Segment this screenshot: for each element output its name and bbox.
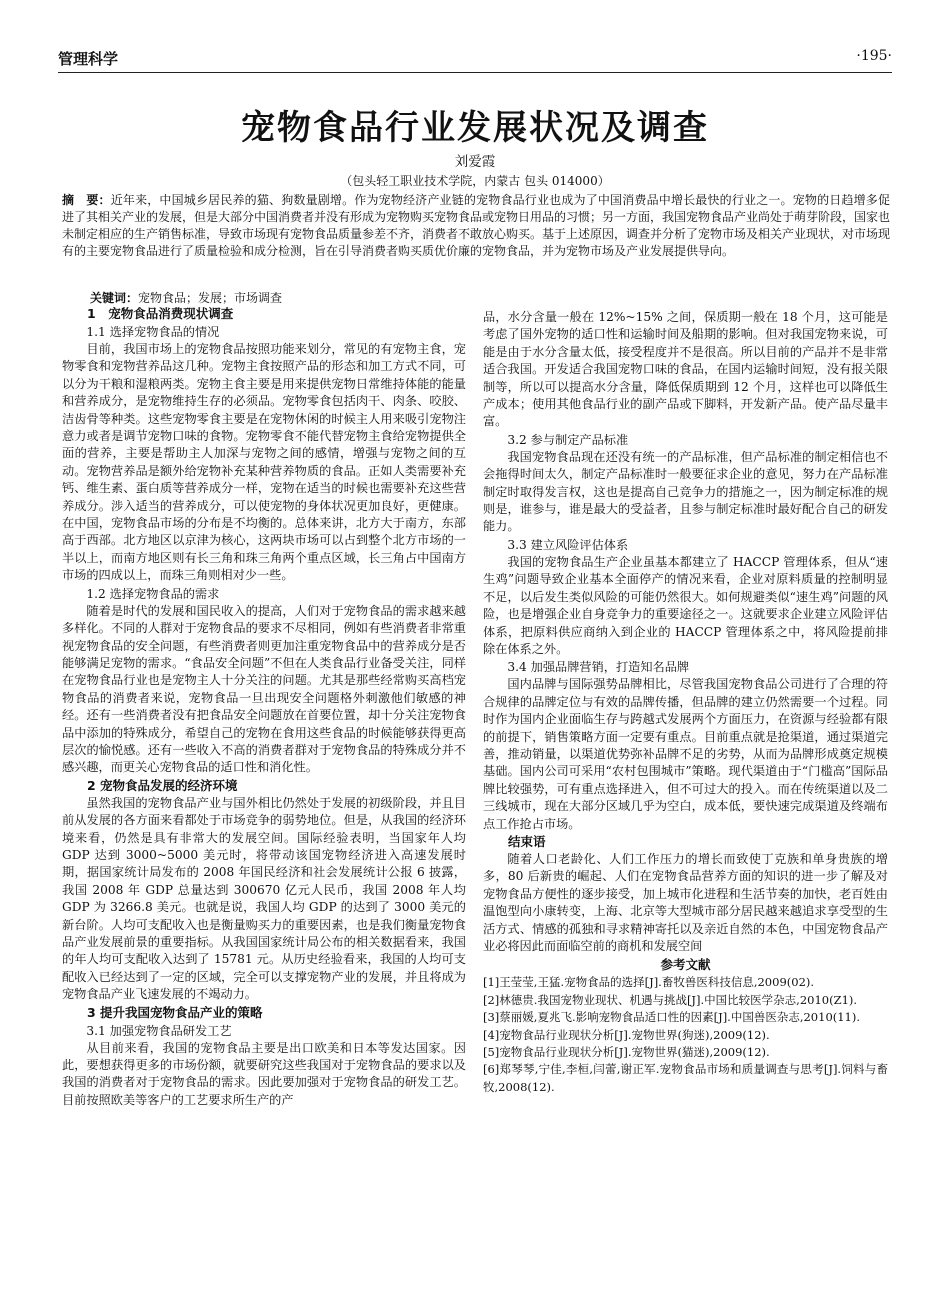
reference-item: [6]郑琴琴,宁佳,李桓,闫蕾,谢正军.宠物食品市场和质量调查与思考[J].饲料与畜牧,2008(12). bbox=[483, 1062, 888, 1094]
abstract-text: 近年来，中国城乡居民养的猫、狗数量剧增。作为宠物经济产业链的宠物食品行业也成为了中国消费品中增长最快的行业之一。宠物的日趋增多促进了其相关产业的发展，但是大部分中国消费者并没有形成为宠物购买宠物食品或宠物日用品的习惯；另一方面，我国宠物食品产业尚处于萌芽阶段，国家也未制定相应的生产销售标准，导致市场现有宠物食品质量参差不齐，消费者不敢放心购买。基于上述原因，调查并分析了宠物市场及相关产业现状，对市场现有的主要宠物食品进行了质量检验和成分检测，旨在引导消费者购买质优价廉的宠物食品，并为宠物市场及产业发展提供导向。 bbox=[62, 193, 891, 258]
reference-item: [1]王莹莹,王猛.宠物食品的选择[J].畜牧兽医科技信息,2009(02). bbox=[483, 975, 815, 990]
paragraph: 品，水分含量一般在 12%~15% 之间，保质期一般在 18 个月，这可能是考虑了国外宠物的适口性和运输时间及船期的影响。但对我国宠物来说，可能是由于水分含量太低，接受程度并不是很高。所以目前的产品并不是非常适合我国。开发适合我国宠物口味的食品，在国内运输时间短，没有报关限制等，所以可以提高水分含量，降低保质期到 12 个月，这样也可以降低生产成本；使用其他食品行业的副产品或下脚料，开发新产品。使产品尽量丰富。 bbox=[483, 310, 888, 429]
right-column bbox=[483, 309, 888, 1096]
paragraph: 国内品牌与国际强势品牌相比，尽管我国宠物食品公司进行了合理的符合规律的品牌定位与有效的品牌传播，但品牌的建立仍然需要一个过程。同时作为国内企业面临生存与跨越式发展两个方面压力，在资源与经验都有限的前提下，销售策略方面一定要有重点。目前重点就是抢渠道，通过渠道完善，推动销量，以渠道优势弥补品牌不足的劣势，从而为品牌形成奠定规模基础。国内公司可采用“农村包围城市”策略。现代渠道由于“门槛高”国际品牌比较强势，可有重点选择进入，但不可过大的投入。而在传统渠道以及二三线城市，现在大部分区域几乎为空白，成本低，要快速完成渠道及终端布点工作抢占市场。 bbox=[483, 677, 888, 831]
reference-list bbox=[483, 974, 888, 1096]
abstract bbox=[62, 192, 890, 260]
left-column bbox=[62, 305, 466, 1109]
references-heading: 参考文献 bbox=[660, 957, 711, 973]
paragraph: 目前，我国市场上的宠物食品按照功能来划分，常见的有宠物主食，宠物零食和宠物营养品这几种。宠物主食按照产品的形态和加工方式不同，可以分为干粮和湿粮两类。宠物主食主要是用来提供宠物日常维持体能的能量和营养成分，是宠物维持生存的必须品。宠物零食包括肉干、肉条、咬胶、洁齿骨等种类。这些宠物零食主要是在宠物休闲的时候主人用来吸引宠物注意力或者是调节宠物口味的食物。宠物零食不能代替宠物主食给宠物提供全面的营养，主要是帮助主人加深与宠物之间的感情，增强与宠物之间的互动。宠物营养品是额外给宠物补充某种营养物质的食品。正如人类需要补充钙、维生素、蛋白质等营养成分一样，宠物在适当的时候也需要补充这些营养成分。涉入适当的营养成分，可以使宠物的身体状况更加良好，更健康。在中国，宠物食品市场的分布是不均衡的。总体来讲，北方大于南方，东部高于西部。北方地区以京津为核心，这两块市场可以占到整个北方市场的一半以上，而南方地区则有长三角和珠三角两个重点区域，长三角占中国南方市场的四成以上，而珠三角则相对少一些。 bbox=[62, 342, 466, 583]
keywords bbox=[90, 289, 282, 306]
paragraph: 随着是时代的发展和国民收入的提高，人们对于宠物食品的需求越来越多样化。不同的人群对于宠物食品的要求不尽相同，例如有些消费者非常重视宠物食品的安全问题，有些消费者则更加注重宠物食品中的营养成分是否能够满足宠物的需求。“食品安全问题”不但在人类食品行业备受关注，同样在宠物食品行业也是宠物主人十分关注的问题。尤其是那些经常购买高档宠物食品的消费者来说，宠物食品一旦出现安全问题格外刺激他们敏感的神经。还有一些消费者没有把食品安全问题放在首要位置，却十分关注宠物食品中添加的特殊成分，希望自己的宠物在食用这些食品的时候能够获得更高层次的愉悦感。还有一些收入不高的消费者群对于宠物食品的特殊成分并不感兴趣，而更关心宠物食品的适口性和消化性。 bbox=[62, 603, 466, 775]
header-rule bbox=[58, 72, 892, 73]
subsection-heading: 1.2 选择宠物食品的需求 bbox=[86, 586, 220, 601]
keywords-label: 关键词： bbox=[90, 291, 139, 305]
paragraph: 随着人口老龄化、人们工作压力的增长而致使丁克族和单身贵族的增多，80 后新贵的崛起、人们在宠物食品营养方面的知识的进一步了解及对宠物食品方便性的逐步接受，加上城市化进程和生活节奏的加快，老百姓由温饱型向小康转变，上海、北京等大型城市部分居民越来越追求享受型的生活方式、情感的孤独和寻求精神寄托以及亲近自然的本色，中国宠物食品产业必将因此而面临空前的商机和发展空间 bbox=[483, 851, 888, 953]
journal-section: 管理科学 bbox=[58, 50, 119, 68]
reference-item: [3]蔡丽媛,夏兆飞.影响宠物食品适口性的因素[J].中国兽医杂志,2010(11). bbox=[483, 1010, 861, 1025]
section-heading: 3 提升我国宠物食品产业的策略 bbox=[87, 1004, 263, 1020]
keywords-text: 宠物食品；发展；市场调查 bbox=[138, 291, 283, 305]
author: 刘爱霞 bbox=[454, 154, 496, 170]
paragraph: 我国宠物食品现在还没有统一的产品标准，但产品标准的制定相信也不会拖得时间太久，制定产品标准时一般要征求企业的意见，努力在产品标准制定时取得发言权，这也是提高自己竞争力的措施之一，因为制定标准的规则是，谁参与，谁是最大的受益者，且参与制定标准时最好配合自己的研发能力。 bbox=[483, 449, 888, 534]
reference-item: [4]宠物食品行业现状分析[J].宠物世界(狗迷),2009(12). bbox=[483, 1027, 770, 1042]
paragraph: 从目前来看，我国的宠物食品主要是出口欧美和日本等发达国家。因此，要想获得更多的市场份额，就要研究这些我国对于宠物食品的要求以及我国的消费者对于宠物食品的需求。因此要加强对于宠物食品的研发工艺。目前按照欧美等客户的工艺要求所生产的产 bbox=[62, 1040, 466, 1107]
reference-item: [5]宠物食品行业现状分析[J].宠物世界(猫迷),2009(12). bbox=[483, 1045, 770, 1060]
subsection-heading: 1.1 选择宠物食品的情况 bbox=[86, 325, 220, 339]
paragraph: 虽然我国的宠物食品产业与国外相比仍然处于发展的初级阶段，并且目前从发展的各方面来看都处于市场竞争的弱势地位。但是，从我国的经济环境来看，仍然是具有非常大的发展空间。国际经验表明，当国家年人均 GDP 达到 3000~5000 美元时，将带动该国宠物经济进入高速发展时期，据国家统计局发布的 2008 年国民经济和社会发展统计公报 6 披露，我国 2008 年 GDP 总量达到 300670 亿元人民币，我国 2008 年人均 GDP 为 3266.8 美元。也就是说，我国人均 GDP 的达到了 3000 美元的新台阶。人均可支配收入也是衡量购买力的重要因素，也是我们衡量宠物食品产业发展前景的重要指标。从我国国家统计局公布的相关数据看来，我国的年人均可支配收入达到了 15781 元。从历史经验看来，我国的人均可支配收入已经达到了一定的区域，完全可以支撑宠物产业的发展，并且将成为宠物食品产业飞速发展的不竭动力。 bbox=[62, 795, 466, 1002]
subsection-heading: 3.1 加强宠物食品研发工艺 bbox=[86, 1023, 232, 1038]
subsection-heading: 3.2 参与制定产品标准 bbox=[507, 432, 629, 447]
subsection-heading: 3.4 加强品牌营销，打造知名品牌 bbox=[507, 660, 690, 675]
subsection-heading: 3.3 建立风险评估体系 bbox=[507, 537, 629, 552]
article-title: 宠物食品行业发展状况及调查 bbox=[241, 108, 709, 148]
section-heading: 1 宠物食品消费现状调查 bbox=[87, 306, 234, 321]
section-heading: 2 宠物食品发展的经济环境 bbox=[87, 777, 238, 793]
affiliation: （包头轻工职业技术学院，内蒙古 包头 014000） bbox=[340, 174, 610, 188]
page-number: ·195· bbox=[856, 48, 892, 64]
reference-item: [2]林德贵.我国宠物业现状、机遇与挑战[J].中国比较医学杂志,2010(Z1). bbox=[483, 992, 858, 1007]
abstract-label: 摘 要： bbox=[62, 193, 111, 207]
conclusion-heading: 结束语 bbox=[508, 833, 546, 849]
paragraph: 我国的宠物食品生产企业虽基本都建立了 HACCP 管理体系，但从“速生鸡”问题导致企业基本全面停产的情况来看，企业对原料质量的控制明显不足，以后发生类似风险的可能仍然很大。如何规避类似“速生鸡”问题的风险，也是增强企业自身竞争力的重要途径之一。这就要求企业建立风险评估体系，把原料供应商纳入到企业的 HACCP 管理体系之中，将风险提前排除在体系之外。 bbox=[483, 554, 888, 656]
running-header bbox=[58, 48, 892, 70]
